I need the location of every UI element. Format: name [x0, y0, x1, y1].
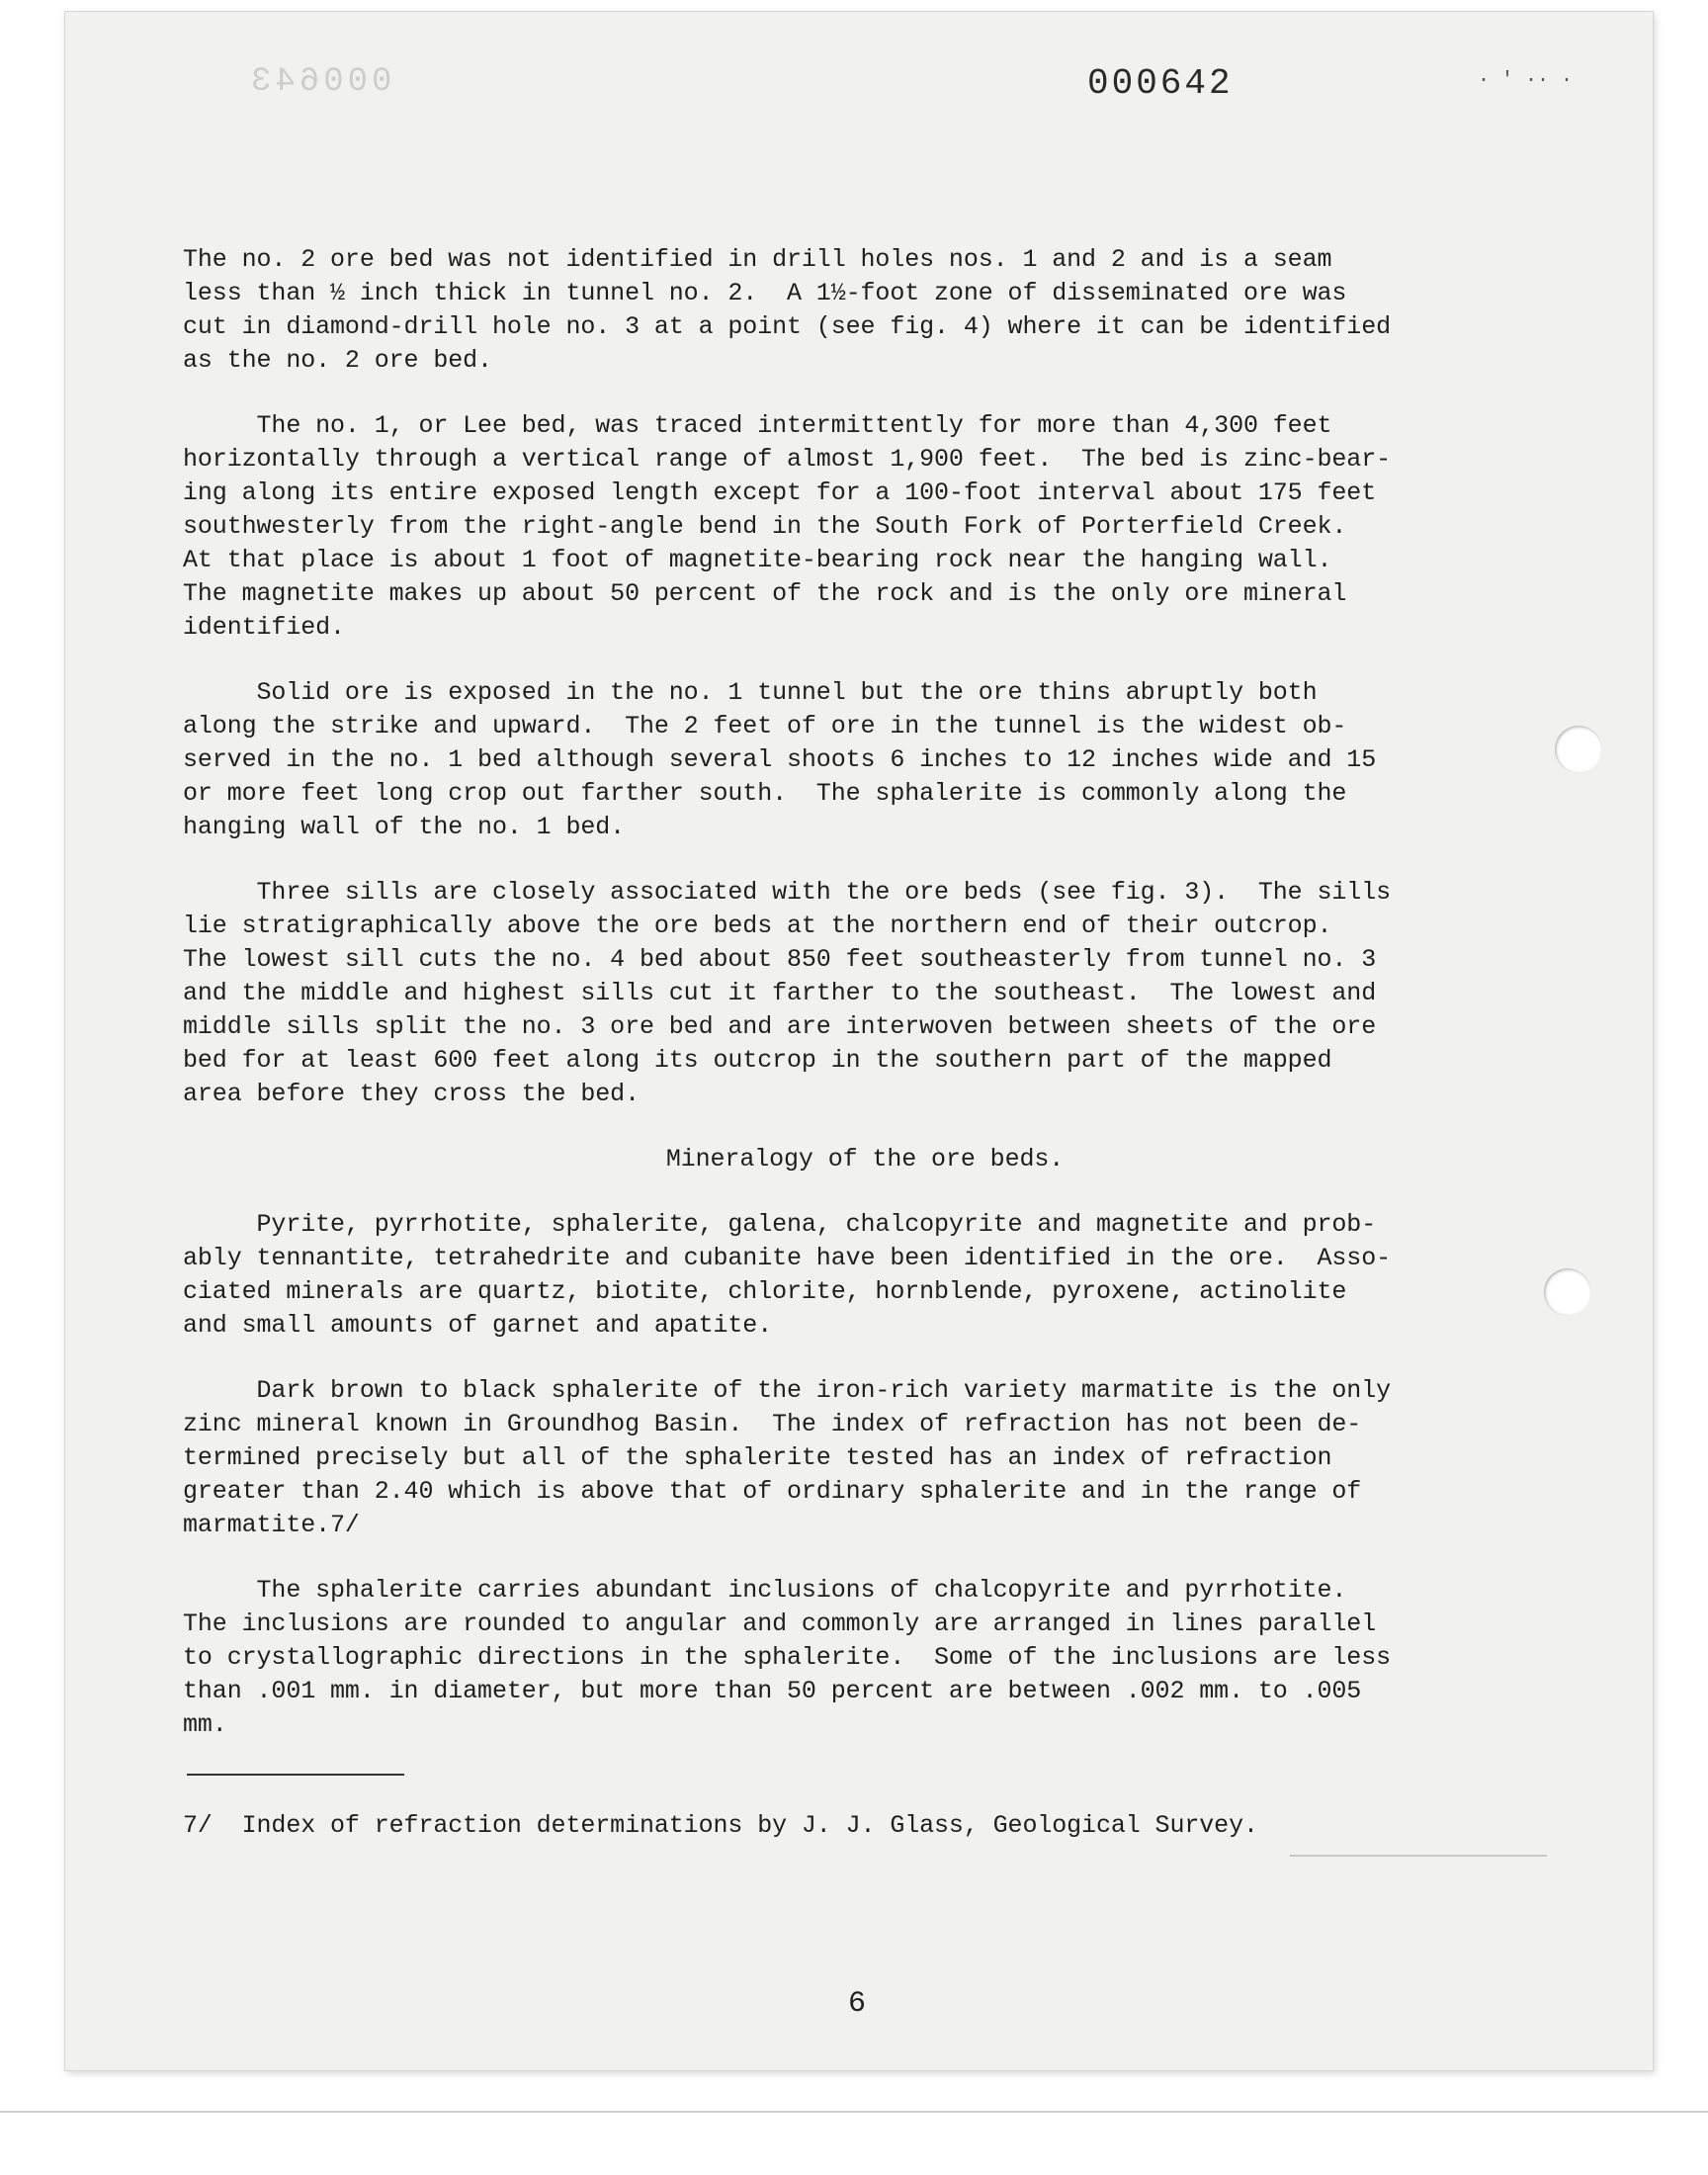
- footnote: 7/ Index of refraction determinations by J. J. Glass, Geological Survey.: [183, 1811, 1258, 1840]
- section-heading: Mineralogy of the ore beds.: [665, 1145, 1065, 1174]
- footnote-divider: [187, 1774, 404, 1776]
- bleed-through-stamp: 000643: [247, 63, 392, 101]
- paragraph-sills: Three sills are closely associated with the ore beds (see fig. 3). The sills lie stratigraphically above the ore beds at the northern end of their outcrop. The lowest sill cuts the no. 4 bed about 850 feet southeasterly from tunnel no. 3 and the middle and highest sills cut it farther to the southeast. The lowest and middle sills split the no. 3 ore bed and are interwoven between sheets of the ore bed for at least 600 feet along its outcrop in the southern part of the mapped area before they cross the bed.: [183, 878, 1392, 1108]
- paragraph-inclusions: The sphalerite carries abundant inclusions of chalcopyrite and pyrrhotite. The inclusions are rounded to angular and commonly are arranged in lines parallel to crystallographic directions in the sphalerite. Some of the inclusions are less than .001 mm. in diameter, but more than 50 percent are between .002 mm. to .005 mm.: [183, 1576, 1392, 1739]
- bleed-through-rule: [1290, 1855, 1547, 1857]
- scan-bottom-edge: [0, 2111, 1708, 2113]
- punch-hole-upper: [1555, 726, 1602, 773]
- document-stamp-number: 000642: [1087, 63, 1234, 104]
- scan-specks: · ' ·· ·: [1478, 69, 1574, 92]
- punch-hole-lower: [1544, 1268, 1591, 1316]
- paragraph-minerals: Pyrite, pyrrhotite, sphalerite, galena, chalcopyrite and magnetite and prob- ably tennantite, tetrahedrite and cubanite have been identified in the ore. Asso- ciated minerals are quartz, biotite, chlorite, hornblende, pyroxene, actinolite and small amounts of garnet and apatite.: [183, 1210, 1392, 1340]
- document-body: [183, 243, 1547, 1843]
- paragraph-marmatite: Dark brown to black sphalerite of the iron-rich variety marmatite is the only zinc mineral known in Groundhog Basin. The index of refraction has not been de- termined precisely but all of the sphalerite tested has an index of refraction greater than 2.40 which is above that of ordinary sphalerite and in the range of marmatite.7/: [183, 1376, 1392, 1539]
- paragraph-solid-ore: Solid ore is exposed in the no. 1 tunnel but the ore thins abruptly both along the strike and upward. The 2 feet of ore in the tunnel is the widest ob- served in the no. 1 bed although several shoots 6 inches to 12 inches wide and 15 or more feet long crop out farther south. The sphalerite is commonly along the hanging wall of the no. 1 bed.: [183, 678, 1377, 841]
- paragraph-lee-bed: The no. 1, or Lee bed, was traced intermittently for more than 4,300 feet horizontally through a vertical range of almost 1,900 feet. The bed is zinc-bear- ing along its entire exposed length except for a 100-foot interval about 175 feet southwesterly from the right-angle bend in the South Fork of Porterfield Creek. At that place is about 1 foot of magnetite-bearing rock near the hanging wall. The magnetite makes up about 50 percent of the rock and is the only ore mineral identified.: [183, 411, 1392, 642]
- page-number: 6: [848, 1987, 867, 2021]
- paragraph-no2-ore-bed: The no. 2 ore bed was not identified in drill holes nos. 1 and 2 and is a seam less than ½ inch thick in tunnel no. 2. A 1½-foot zone of disseminated ore was cut in diamond-drill hole no. 3 at a point (see fig. 4) where it can be identified as the no. 2 ore bed.: [183, 245, 1392, 375]
